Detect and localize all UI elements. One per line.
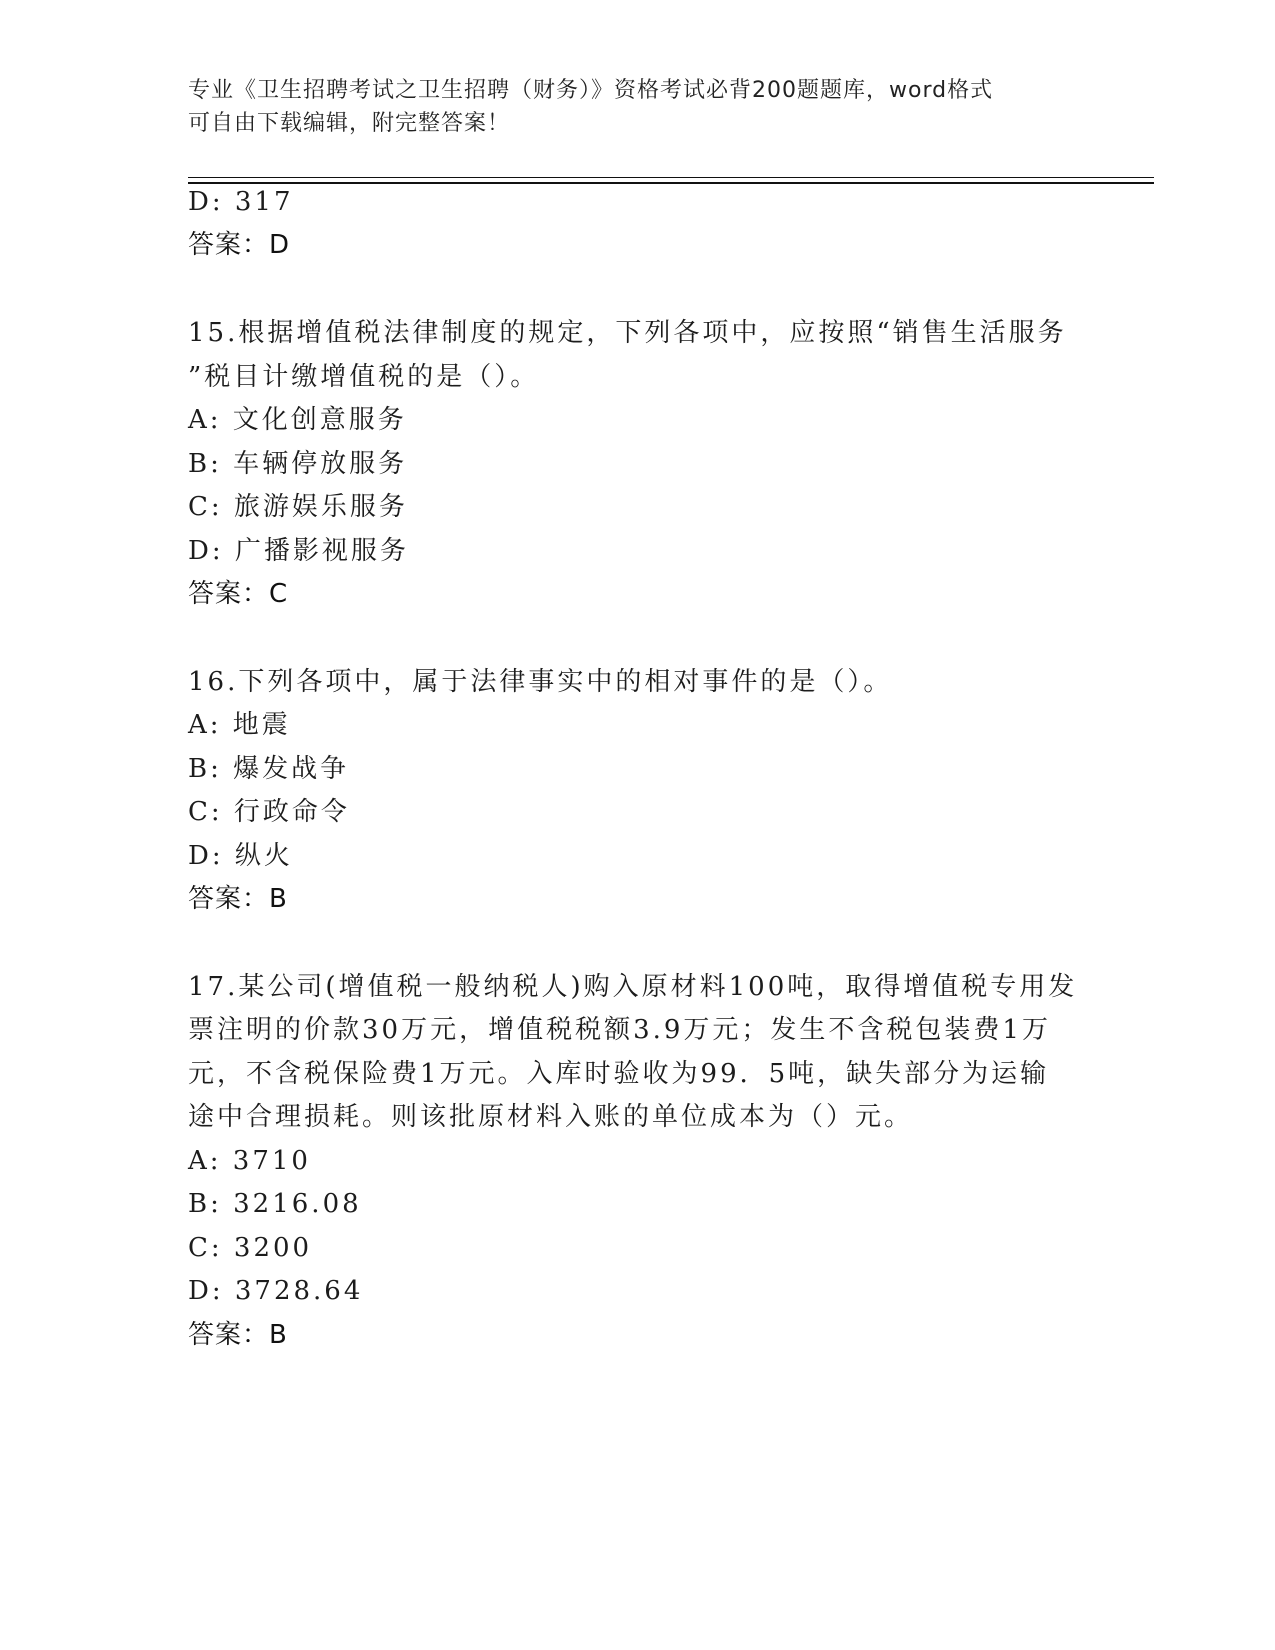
q15-option-d: D: 广播影视服务 (188, 536, 409, 566)
q15-answer: 答案：C (188, 579, 289, 609)
q15-option-a: A: 文化创意服务 (188, 405, 407, 435)
header-line-2: 可自由下载编辑，附完整答案！ (188, 111, 511, 136)
q17-stem-line-2: 票注明的价款30万元，增值税税额3.9万元；发生不含税包装费1万 (188, 1015, 1051, 1045)
header-divider-thin (188, 177, 1154, 178)
prev-option-d: D: 317 (188, 187, 294, 217)
q17-option-a: A: 3710 (188, 1146, 311, 1176)
q16-answer: 答案：B (188, 884, 288, 914)
q17-option-d: D: 3728.64 (188, 1276, 364, 1306)
q16-option-b: B: 爆发战争 (188, 754, 350, 784)
q17-answer: 答案：B (188, 1320, 288, 1350)
q16-option-a: A: 地震 (188, 710, 291, 740)
q17-stem-line-4: 途中合理损耗。则该批原材料入账的单位成本为（）元。 (188, 1102, 914, 1132)
page-header (188, 74, 1088, 140)
q17-option-c: C: 3200 (188, 1233, 313, 1263)
q15-stem-line-2: ”税目计缴增值税的是（）。 (188, 362, 540, 392)
prev-answer: 答案：D (188, 230, 291, 260)
q16-stem-line-1: 16.下列各项中，属于法律事实中的相对事件的是（）。 (188, 667, 893, 697)
q15-stem-line-1: 15.根据增值税法律制度的规定，下列各项中，应按照“销售生活服务 (188, 318, 1067, 348)
header-divider-thick (188, 182, 1154, 184)
header-line-1: 专业《卫生招聘考试之卫生招聘（财务）》资格考试必背200题题库，word格式 (188, 78, 994, 103)
q17-option-b: B: 3216.08 (188, 1189, 362, 1219)
q16-option-d: D: 纵火 (188, 841, 293, 871)
q17-stem-line-1: 17.某公司(增值税一般纳税人)购入原材料100吨，取得增值税专用发 (188, 972, 1078, 1002)
q15-option-c: C: 旅游娱乐服务 (188, 492, 408, 522)
q15-option-b: B: 车辆停放服务 (188, 449, 408, 479)
q16-option-c: C: 行政命令 (188, 797, 350, 827)
q17-stem-line-3: 元，不含税保险费1万元。入库时验收为99．5吨，缺失部分为运输 (188, 1059, 1050, 1089)
